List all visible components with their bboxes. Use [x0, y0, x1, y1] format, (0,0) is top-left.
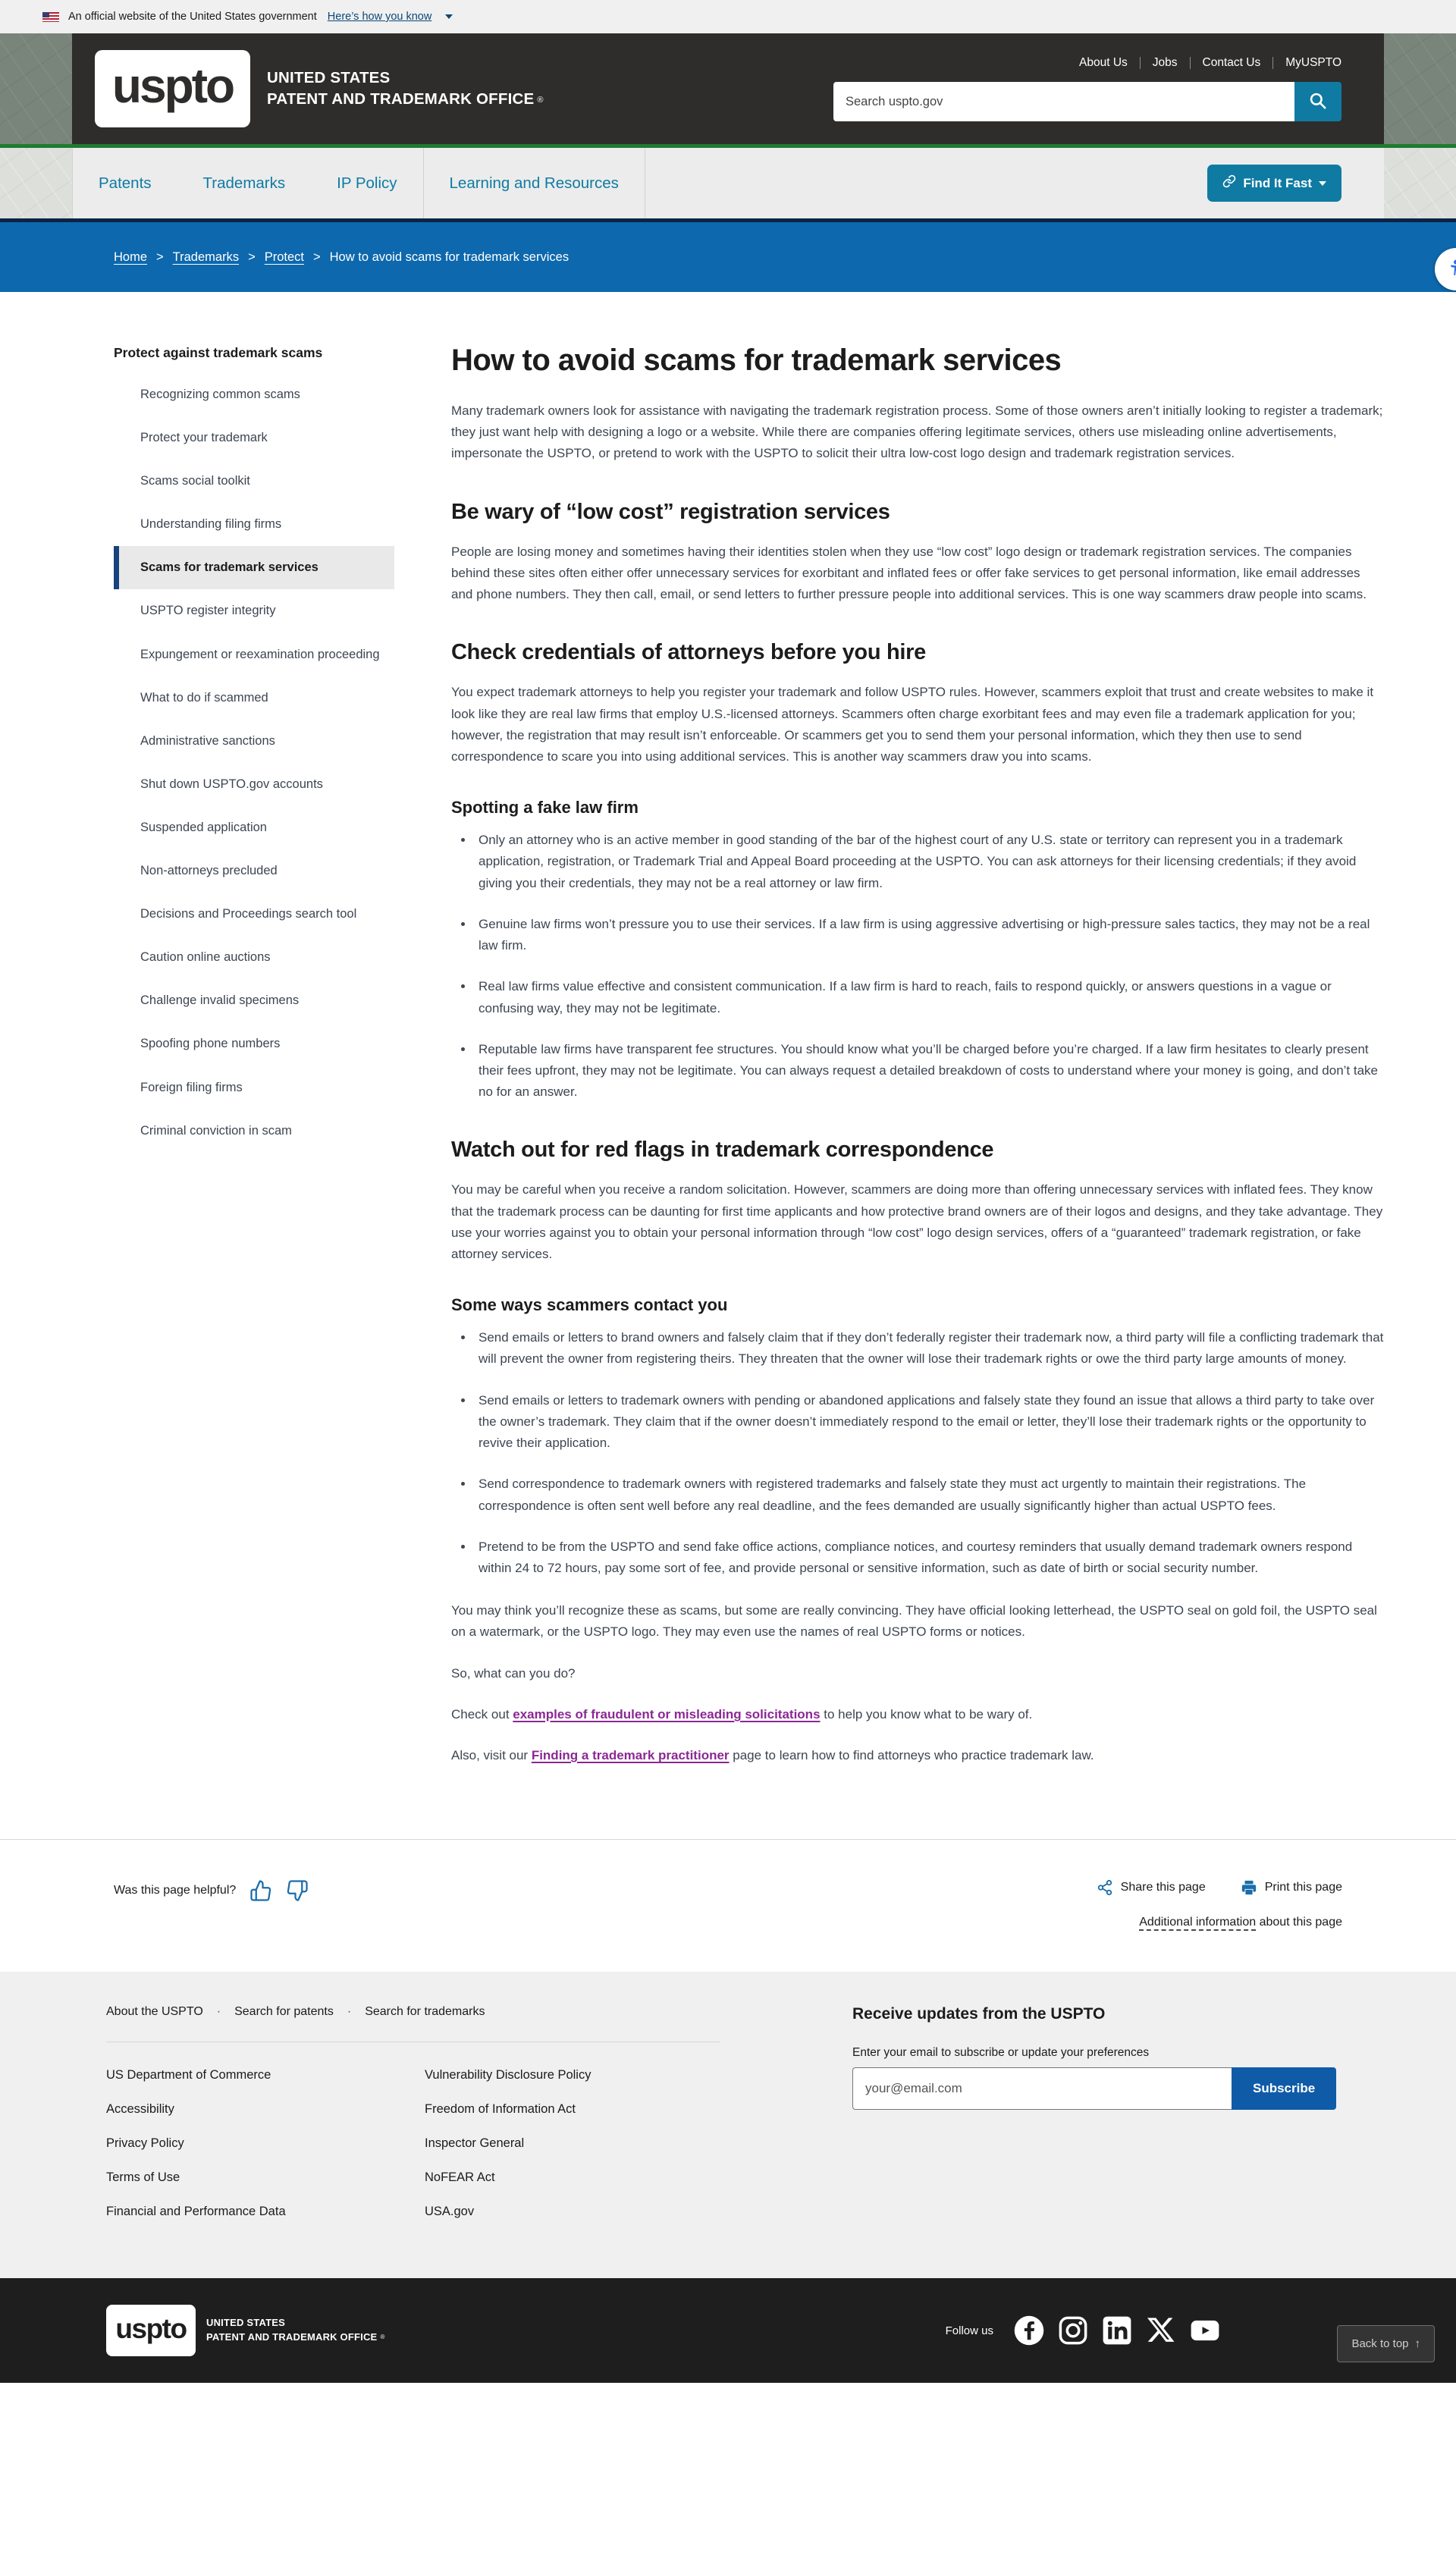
footer-link-financial[interactable]: Financial and Performance Data	[106, 2205, 286, 2219]
footer-link-usagov[interactable]: USA.gov	[425, 2205, 475, 2219]
section-body: You may be careful when you receive a random solicitation. However, scammers are doing more than offering unnecessary services with inflated fees. They know that the trademark process can be daunting for first time applicants and how protective brand owners are of their logos and designs, and they take advantage. They use your worries against you to obtain your personal information through “low cost” logo design services, offers of a “guaranteed” trademark registration, or fake attorney services.	[451, 1182, 1383, 1262]
search-input[interactable]	[833, 82, 1294, 121]
sidebar-item[interactable]: Recognizing common scams	[140, 388, 300, 401]
share-icon	[1097, 1879, 1113, 1896]
fraudulent-solicitations-link[interactable]: examples of fraudulent or misleading solicitations	[513, 1706, 821, 1722]
sidebar-item[interactable]: Expungement or reexamination proceeding	[140, 647, 380, 661]
nav-ip-policy[interactable]: IP Policy	[337, 174, 397, 192]
article	[451, 341, 1384, 1786]
closing-paragraph: Check out examples of fraudulent or misleading solicitations to help you know what to be wary of.	[451, 1706, 1033, 1722]
divider	[1272, 57, 1273, 69]
sidebar-item[interactable]: Caution online auctions	[140, 950, 271, 965]
how-you-know-link[interactable]: Here’s how you know	[327, 11, 432, 23]
sidebar-item[interactable]: Protect your trademark	[140, 431, 268, 445]
footer-link-accessibility[interactable]: Accessibility	[106, 2102, 174, 2117]
footer	[0, 1972, 1456, 2278]
sidebar-title: Protect against trademark scams	[114, 345, 323, 360]
x-icon[interactable]	[1145, 2315, 1177, 2346]
linkedin-icon[interactable]	[1101, 2315, 1133, 2346]
header-utility-links	[1079, 56, 1341, 70]
about-us-link[interactable]: About Us	[1079, 56, 1128, 69]
uspto-footer-logo[interactable]: uspto	[106, 2305, 196, 2356]
divider	[1140, 57, 1141, 69]
caret-down-icon	[1319, 181, 1326, 186]
footer-column-1	[106, 2068, 425, 2239]
list-item: • Send emails or letters to brand owners and falsely claim that if they don’t federally register their trademark now, a third party will file a conflicting trademark that will prevent the owner from registering theirs. They threaten that the owner will lose their trademark rights or owe the third party large amounts of money.	[474, 1327, 1384, 1370]
intro-paragraph: Many trademark owners look for assistance with navigating the trademark registration process. Some of those owners aren’t initially looking to register a trademark; they just want help with designing a logo or a website. While there are companies offering legitimate services, others use misleading online advertisements, impersonate the USPTO, or pretend to work with the USPTO to solicit their ultra low-cost logo design and trademark registration services.	[451, 403, 1383, 461]
contact-us-link[interactable]: Contact Us	[1202, 56, 1261, 69]
sidebar-item[interactable]: Spoofing phone numbers	[140, 1037, 281, 1051]
subsection-heading-fake-law-firm: Spotting a fake law firm	[451, 798, 639, 818]
sidebar-item[interactable]: USPTO register integrity	[140, 604, 276, 618]
share-page-button[interactable]: Share this page	[1097, 1879, 1206, 1896]
youtube-icon[interactable]	[1189, 2315, 1221, 2346]
print-page-button[interactable]: Print this page	[1241, 1879, 1342, 1896]
trademark-practitioner-link[interactable]: Finding a trademark practitioner	[531, 1748, 730, 1763]
sidebar-item[interactable]: What to do if scammed	[140, 690, 268, 705]
footer-link-privacy[interactable]: Privacy Policy	[106, 2136, 184, 2151]
footer-org-name: UNITED STATES PATENT AND TRADEMARK OFFICE ®	[206, 2317, 385, 2343]
breadcrumb-separator: >	[313, 250, 321, 264]
footer-search-patents-link[interactable]: Search for patents	[234, 2005, 334, 2019]
breadcrumb-home[interactable]: Home	[114, 250, 148, 264]
newsletter-label: Enter your email to subscribe or update your preferences	[852, 2046, 1150, 2060]
myuspto-link[interactable]: MyUSPTO	[1285, 56, 1341, 69]
closing-paragraph: Also, visit our Finding a trademark practitioner page to learn how to find attorneys who practice trademark law.	[451, 1748, 1094, 1763]
closing-question: So, what can you do?	[451, 1665, 576, 1681]
header-band	[0, 33, 1456, 144]
footer-link-inspector[interactable]: Inspector General	[425, 2136, 525, 2151]
uspto-logo[interactable]	[95, 50, 250, 127]
footer-column-2	[425, 2068, 743, 2239]
sidebar-item[interactable]: Non-attorneys precluded	[140, 864, 278, 878]
list-item: • Send correspondence to trademark owners with registered trademarks and falsely state they must act urgently to maintain their registrations. The correspondence is often sent well before any real deadline, and the fees demanded are usually significantly higher than actual USPTO fees.	[474, 1474, 1384, 1516]
chevron-down-icon	[445, 14, 453, 19]
search-button[interactable]	[1294, 82, 1341, 121]
footer-about-uspto-link[interactable]: About the USPTO	[106, 2005, 203, 2019]
closing-paragraph: You may think you’ll recognize these as scams, but some are really convincing. They have official looking letterhead, the USPTO seal on gold foil, the USPTO seal on a watermark, or the USPTO logo. They may even use the names of real USPTO forms or notices.	[451, 1603, 1377, 1640]
subsection-heading-scammers-contact: Some ways scammers contact you	[451, 1295, 728, 1315]
sidebar-item-active[interactable]: Scams for trademark services	[114, 546, 394, 589]
list-item: • Reputable law firms have transparent fee structures. You should know what you’ll be charged before you’re charged. If a law firm hesitates to clearly present their fees upfront, they may not be legitimate. You can always request a detailed breakdown of costs to understand where your money is going, and don’t take no for an answer.	[474, 1039, 1384, 1103]
list-item: • Pretend to be from the USPTO and send fake office actions, compliance notices, and courtesy reminders that usually demand trademark owners respond within 24 to 72 hours, pay some sort of fee, and provide personal or sensitive information, such as date of birth or social security number.	[474, 1536, 1384, 1579]
fake-law-firm-list	[451, 830, 1384, 1103]
footer-link-terms[interactable]: Terms of Use	[106, 2170, 180, 2185]
nav-band	[0, 148, 1456, 218]
sidebar-item[interactable]: Criminal conviction in scam	[140, 1123, 292, 1138]
additional-information-link[interactable]: Additional information	[1139, 1916, 1256, 1931]
sidebar-item[interactable]: Foreign filing firms	[140, 1080, 243, 1094]
subscribe-button[interactable]: Subscribe	[1232, 2067, 1336, 2110]
newsletter-heading: Receive updates from the USPTO	[852, 2005, 1106, 2023]
separator: ·	[347, 2005, 352, 2019]
sidebar-item[interactable]: Shut down USPTO.gov accounts	[140, 777, 323, 791]
section-body: People are losing money and sometimes having their identities stolen when they use “low cost” logo design or trademark registration services. The companies behind these sites often either offer unnecessary services for exorbitant and inflated fees or offer fake services to get personal information, like email addresses and phone numbers. They then call, email, or send letters to further pressure people into additional services. This is one way scammers draw people into scams.	[451, 544, 1367, 602]
footer-link-vulnerability[interactable]: Vulnerability Disclosure Policy	[425, 2068, 592, 2082]
section-heading-credentials: Check credentials of attorneys before you hire	[451, 640, 926, 665]
accessibility-icon[interactable]	[1435, 248, 1456, 290]
separator: ·	[216, 2005, 221, 2019]
org-name: UNITED STATES PATENT AND TRADEMARK OFFICE ®	[267, 69, 544, 108]
uspto-logo-text: uspto	[111, 58, 234, 113]
back-to-top-button[interactable]: Back to top ↑	[1337, 2325, 1435, 2362]
gov-banner-text: An official website of the United States government	[68, 11, 317, 23]
sidebar-item[interactable]: Suspended application	[140, 820, 267, 834]
breadcrumb-trademarks[interactable]: Trademarks	[172, 250, 240, 264]
nav-patents[interactable]: Patents	[99, 174, 152, 192]
footer-link-foia[interactable]: Freedom of Information Act	[425, 2102, 576, 2117]
search-icon	[1308, 91, 1328, 113]
print-icon	[1241, 1879, 1257, 1896]
thumbs-up-icon[interactable]	[249, 1879, 272, 1902]
breadcrumb-separator: >	[248, 250, 256, 264]
section-heading-red-flags: Watch out for red flags in trademark correspondence	[451, 1138, 994, 1163]
gov-banner	[0, 0, 1456, 33]
sidebar-item[interactable]: Decisions and Proceedings search tool	[140, 907, 357, 921]
breadcrumb-current: How to avoid scams for trademark services	[329, 250, 570, 264]
us-flag-icon	[42, 12, 59, 22]
registered-mark: ®	[380, 2334, 385, 2341]
breadcrumb	[0, 222, 1456, 292]
footer-search-trademarks-link[interactable]: Search for trademarks	[365, 2005, 485, 2019]
sidebar-item[interactable]: Understanding filing firms	[140, 517, 282, 532]
registered-mark: ®	[537, 96, 544, 105]
find-it-fast-button[interactable]: Find It Fast	[1207, 165, 1341, 202]
list-item: • Send emails or letters to trademark owners with pending or abandoned applications and falsely state they found an issue that allows a third party to take over the owner’s trademark. They claim that if the owner doesn’t immediately respond to the email or letter, they’ll lose their trademark rights or the opportunity to revive their application.	[474, 1390, 1384, 1455]
list-item: • Real law firms value effective and consistent communication. If a law firm is hard to reach, fails to respond quickly, or answers questions in a vague or confusing way, they may not be legitimate.	[474, 976, 1384, 1018]
footer-black-bar	[0, 2278, 1456, 2383]
section-body: You expect trademark attorneys to help you register your trademark and follow USPTO rules. However, scammers exploit that trust and create websites to make it look like they are real law firms that employ U.S.-licensed attorneys. Scammers often charge exorbitant fees and may even file a trademark application for you; however, the registration that may result isn’t enforceable. Or scammers get you to send them your personal information, which they then use to send correspondence to scare you into using additional services. This is another way scammers draw you into scams.	[451, 685, 1374, 764]
section-heading-low-cost: Be wary of “low cost” registration services	[451, 499, 890, 524]
breadcrumb-separator: >	[156, 250, 164, 264]
footer-link-commerce[interactable]: US Department of Commerce	[106, 2068, 271, 2082]
up-arrow-icon: ↑	[1414, 2337, 1420, 2351]
list-item: • Genuine law firms won’t pressure you to use their services. If a law firm is using aggressive advertising or high-pressure sales tactics, they may not be a real law firm.	[474, 914, 1384, 956]
email-field[interactable]	[852, 2067, 1232, 2110]
feedback-band: Was this page helpful? Share this page Print this page Additional information about this page	[0, 1839, 1456, 1972]
thumbs-down-icon[interactable]	[286, 1879, 309, 1902]
facebook-icon[interactable]	[1013, 2315, 1045, 2346]
link-icon	[1222, 174, 1236, 192]
newsletter	[852, 2005, 1350, 2239]
sidebar-item[interactable]: Administrative sanctions	[140, 733, 275, 748]
helpful-question: Was this page helpful?	[114, 1884, 237, 1897]
jobs-link[interactable]: Jobs	[1152, 56, 1178, 69]
page-title: How to avoid scams for trademark services	[451, 344, 1062, 377]
nav-learning-resources[interactable]: Learning and Resources	[449, 174, 619, 192]
follow-us-label: Follow us	[945, 2324, 993, 2337]
footer-link-nofear[interactable]: NoFEAR Act	[425, 2170, 495, 2185]
nav-trademarks[interactable]: Trademarks	[202, 174, 286, 192]
instagram-icon[interactable]	[1057, 2315, 1089, 2346]
sidebar-item[interactable]: Scams social toolkit	[140, 474, 250, 488]
sidebar	[72, 341, 394, 1786]
sidebar-item[interactable]: Challenge invalid specimens	[140, 993, 300, 1008]
scammers-contact-list	[451, 1327, 1384, 1579]
list-item: • Only an attorney who is an active member in good standing of the bar of the highest court of any U.S. state or territory can represent you in a trademark application, registration, or Trademark Trial and Appeal Board proceeding at the USPTO. You can ask attorneys for their licensing credentials; if they avoid giving you their credentials, they may not be a real attorney or law firm.	[474, 830, 1384, 894]
divider	[1190, 57, 1191, 69]
breadcrumb-protect[interactable]: Protect	[264, 250, 304, 264]
